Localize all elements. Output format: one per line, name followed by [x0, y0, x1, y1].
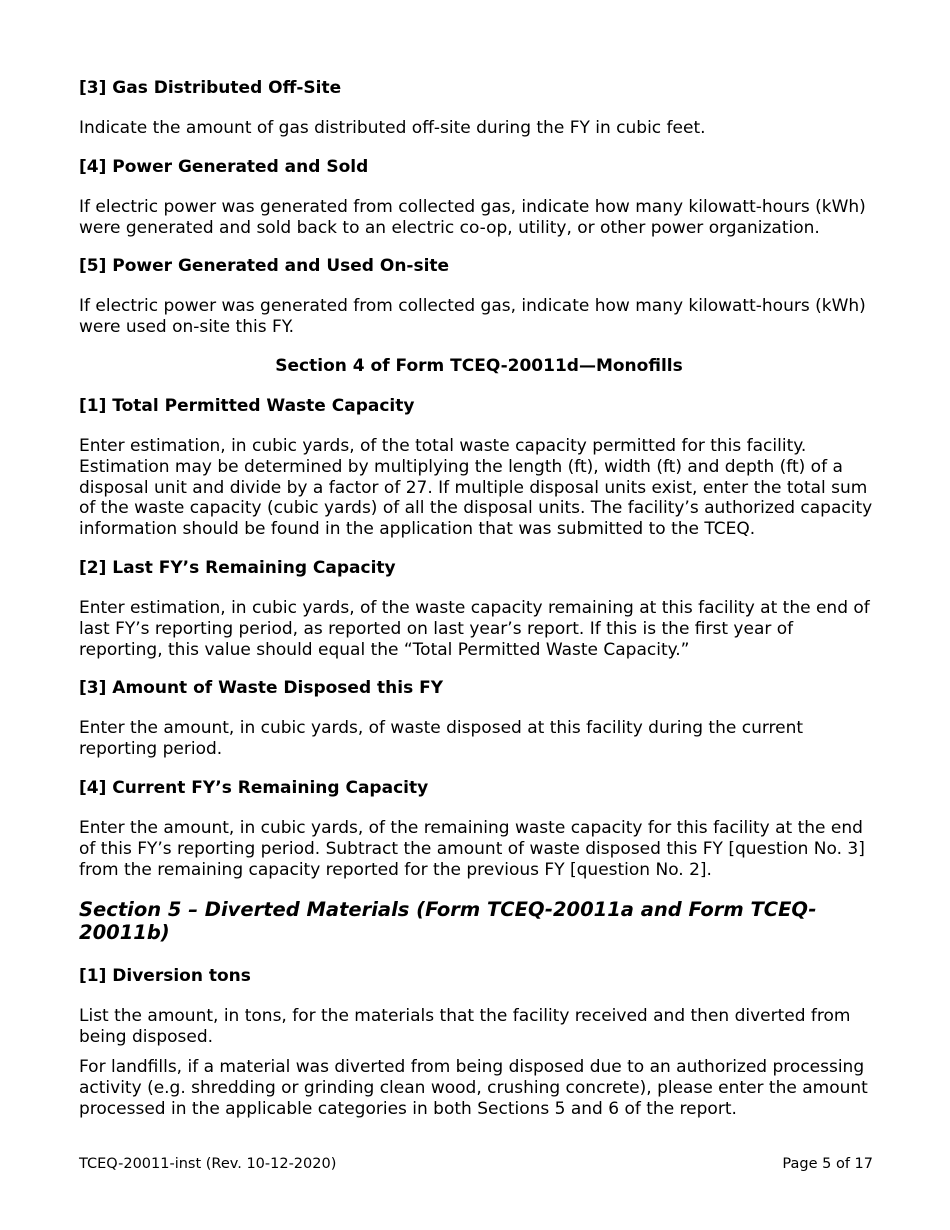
para-power-sold: If electric power was generated from collected gas, indicate how many kilowatt-hours (kWh) were generated and sold back to an electric co-op, utility, or other power organization.: [79, 196, 866, 238]
heading-waste-disposed: [3] Amount of Waste Disposed this FY: [79, 678, 444, 699]
para-waste-disposed: Enter the amount, in cubic yards, of waste disposed at this facility during the current reporting period.: [79, 718, 804, 760]
section-4-title: Section 4 of Form TCEQ-20011d—Monofills: [275, 355, 683, 376]
para-diversion-tons-a: List the amount, in tons, for the materials that the facility received and then diverted from being disposed.: [79, 1006, 851, 1048]
footer-page-number: Page 5 of 17: [782, 1156, 873, 1172]
document-page: [79, 78, 879, 1137]
heading-total-capacity: [1] Total Permitted Waste Capacity: [79, 395, 415, 416]
heading-power-used: [5] Power Generated and Used On-site: [79, 256, 450, 277]
para-gas-distributed: Indicate the amount of gas distributed off-site during the FY in cubic feet.: [79, 118, 706, 138]
heading-gas-distributed: [3] Gas Distributed Off-Site: [79, 78, 342, 98]
para-last-fy-capacity: Enter estimation, in cubic yards, of the waste capacity remaining at this facility at the end of last FY’s reporting period, as reported on last year’s report. If this is the first year of reporting, this value should equal the “Total Permitted Waste Capacity.”: [79, 597, 870, 660]
para-total-capacity: Enter estimation, in cubic yards, of the total waste capacity permitted for this facility. Estimation may be determined by multiplying the length (ft), width (ft) and depth (ft) of a disposal unit and divide by a factor of 27. If multiple disposal units exist, enter the total sum of the waste capacity (cubic yards) of all the disposal units. The facility’s authorized capacity information should be found in the application that was submitted to the TCEQ.: [79, 435, 873, 540]
page-footer: [79, 1156, 873, 1172]
heading-diversion-tons: [1] Diversion tons: [79, 966, 251, 987]
heading-current-fy-capacity: [4] Current FY’s Remaining Capacity: [79, 777, 429, 798]
para-diversion-tons-b: For landfills, if a material was diverted from being disposed due to an authorized processing activity (e.g. shredding or grinding clean wood, crushing concrete), please enter the amount processed in the applicable categories in both Sections 5 and 6 of the report.: [79, 1056, 868, 1119]
para-current-fy-capacity: Enter the amount, in cubic yards, of the remaining waste capacity for this facility at the end of this FY’s reporting period. Subtract the amount of waste disposed this FY [question No. 3] from the remaining capacity reported for the previous FY [question No. 2].: [79, 817, 865, 880]
heading-last-fy-capacity: [2] Last FY’s Remaining Capacity: [79, 557, 396, 578]
section-5-title: Section 5 – Diverted Materials (Form TCEQ-20011a and Form TCEQ-20011b): [79, 898, 817, 945]
footer-form-id: TCEQ-20011-inst (Rev. 10-12-2020): [79, 1156, 337, 1172]
heading-power-sold: [4] Power Generated and Sold: [79, 156, 369, 177]
para-power-used: If electric power was generated from collected gas, indicate how many kilowatt-hours (kWh) were used on-site this FY.: [79, 296, 866, 338]
